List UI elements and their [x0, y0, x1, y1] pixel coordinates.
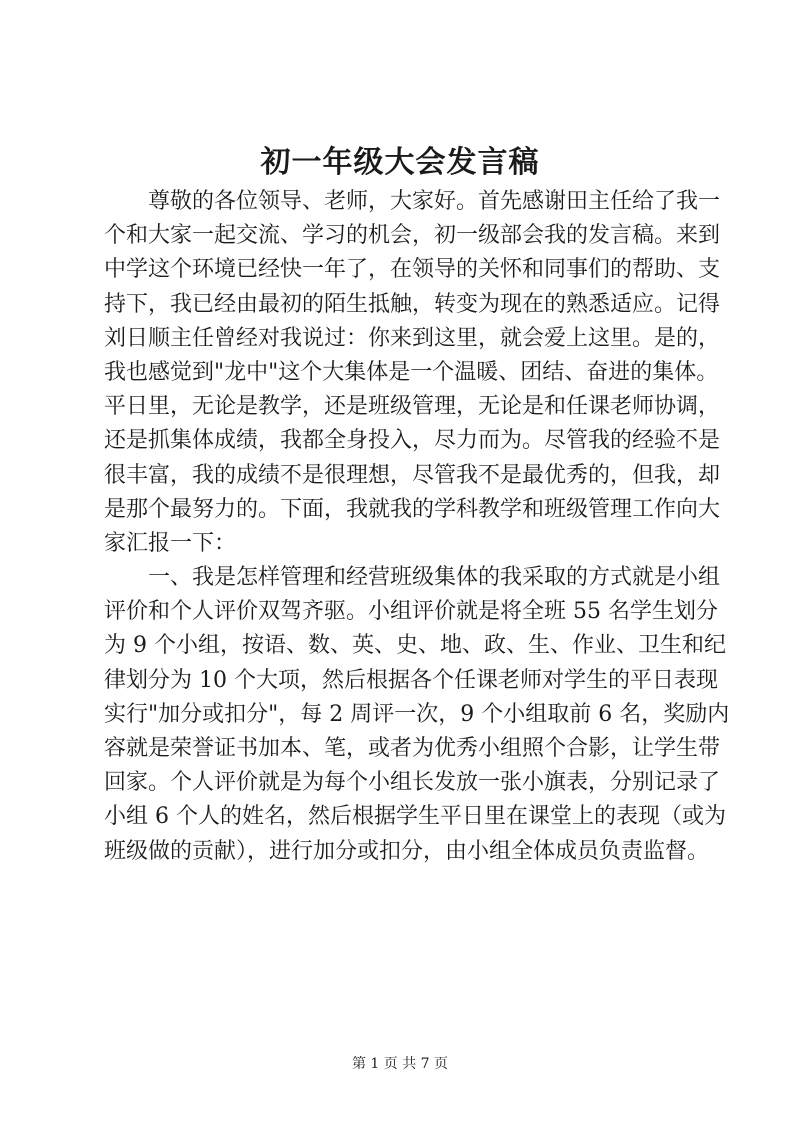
text-line: 平日里，无论是教学，还是班级管理，无论是和任课老师协调，	[104, 394, 721, 420]
text-line: 小组 6 个人的姓名，然后根据学生平日里在课堂上的表现（或为	[104, 804, 726, 830]
document-body	[104, 185, 730, 869]
page-number-footer: 第 1 页 共 7 页	[351, 1056, 449, 1072]
text-line: 刘日顺主任曾经对我说过：你来到这里，就会爱上这里。是的，	[104, 325, 721, 351]
text-line: 尊敬的各位领导、老师，大家好。首先感谢田主任给了我一	[104, 189, 721, 214]
text-line: 很丰富，我的成绩不是很理想，尽管我不是最优秀的，但我，却	[104, 462, 721, 488]
text-line: 我也感觉到"龙中"这个大集体是一个温暖、团结、奋进的集体。	[104, 359, 719, 385]
text-line: 一、我是怎样管理和经营班级集体的我采取的方式就是小组	[104, 565, 721, 591]
text-line: 中学这个环境已经快一年了，在领导的关怀和同事们的帮助、支	[104, 257, 721, 283]
text-line: 为 9 个小组，按语、数、英、史、地、政、生、作业、卫生和纪	[104, 633, 726, 659]
text-line: 实行"加分或扣分"，每 2 周评一次，9 个小组取前 6 名，奖励内	[104, 701, 730, 727]
text-line: 家汇报一下：	[104, 530, 237, 556]
text-line: 律划分为 10 个大项，然后根据各个任课老师对学生的平日表现	[104, 667, 718, 693]
text-line: 个和大家一起交流、学习的机会，初一级部会我的发言稿。来到	[104, 223, 721, 249]
text-line: 回家。个人评价就是为每个小组长发放一张小旗表，分别记录了	[104, 770, 721, 796]
text-line: 评价和个人评价双驾齐驱。小组评价就是将全班 55 名学生划分	[104, 599, 718, 625]
page-title: 初一年级大会发言稿	[260, 145, 540, 180]
text-line: 班级做的贡献），进行加分或扣分，由小组全体成员负责监督。	[104, 838, 710, 864]
text-line: 持下，我已经由最初的陌生抵触，转变为现在的熟悉适应。记得	[104, 291, 721, 317]
text-line: 是那个最努力的。下面，我就我的学科教学和班级管理工作向大	[104, 496, 721, 522]
text-line: 容就是荣誉证书加本、笔，或者为优秀小组照个合影，让学生带	[104, 736, 721, 761]
text-line: 还是抓集体成绩，我都全身投入，尽力而为。尽管我的经验不是	[104, 428, 721, 454]
